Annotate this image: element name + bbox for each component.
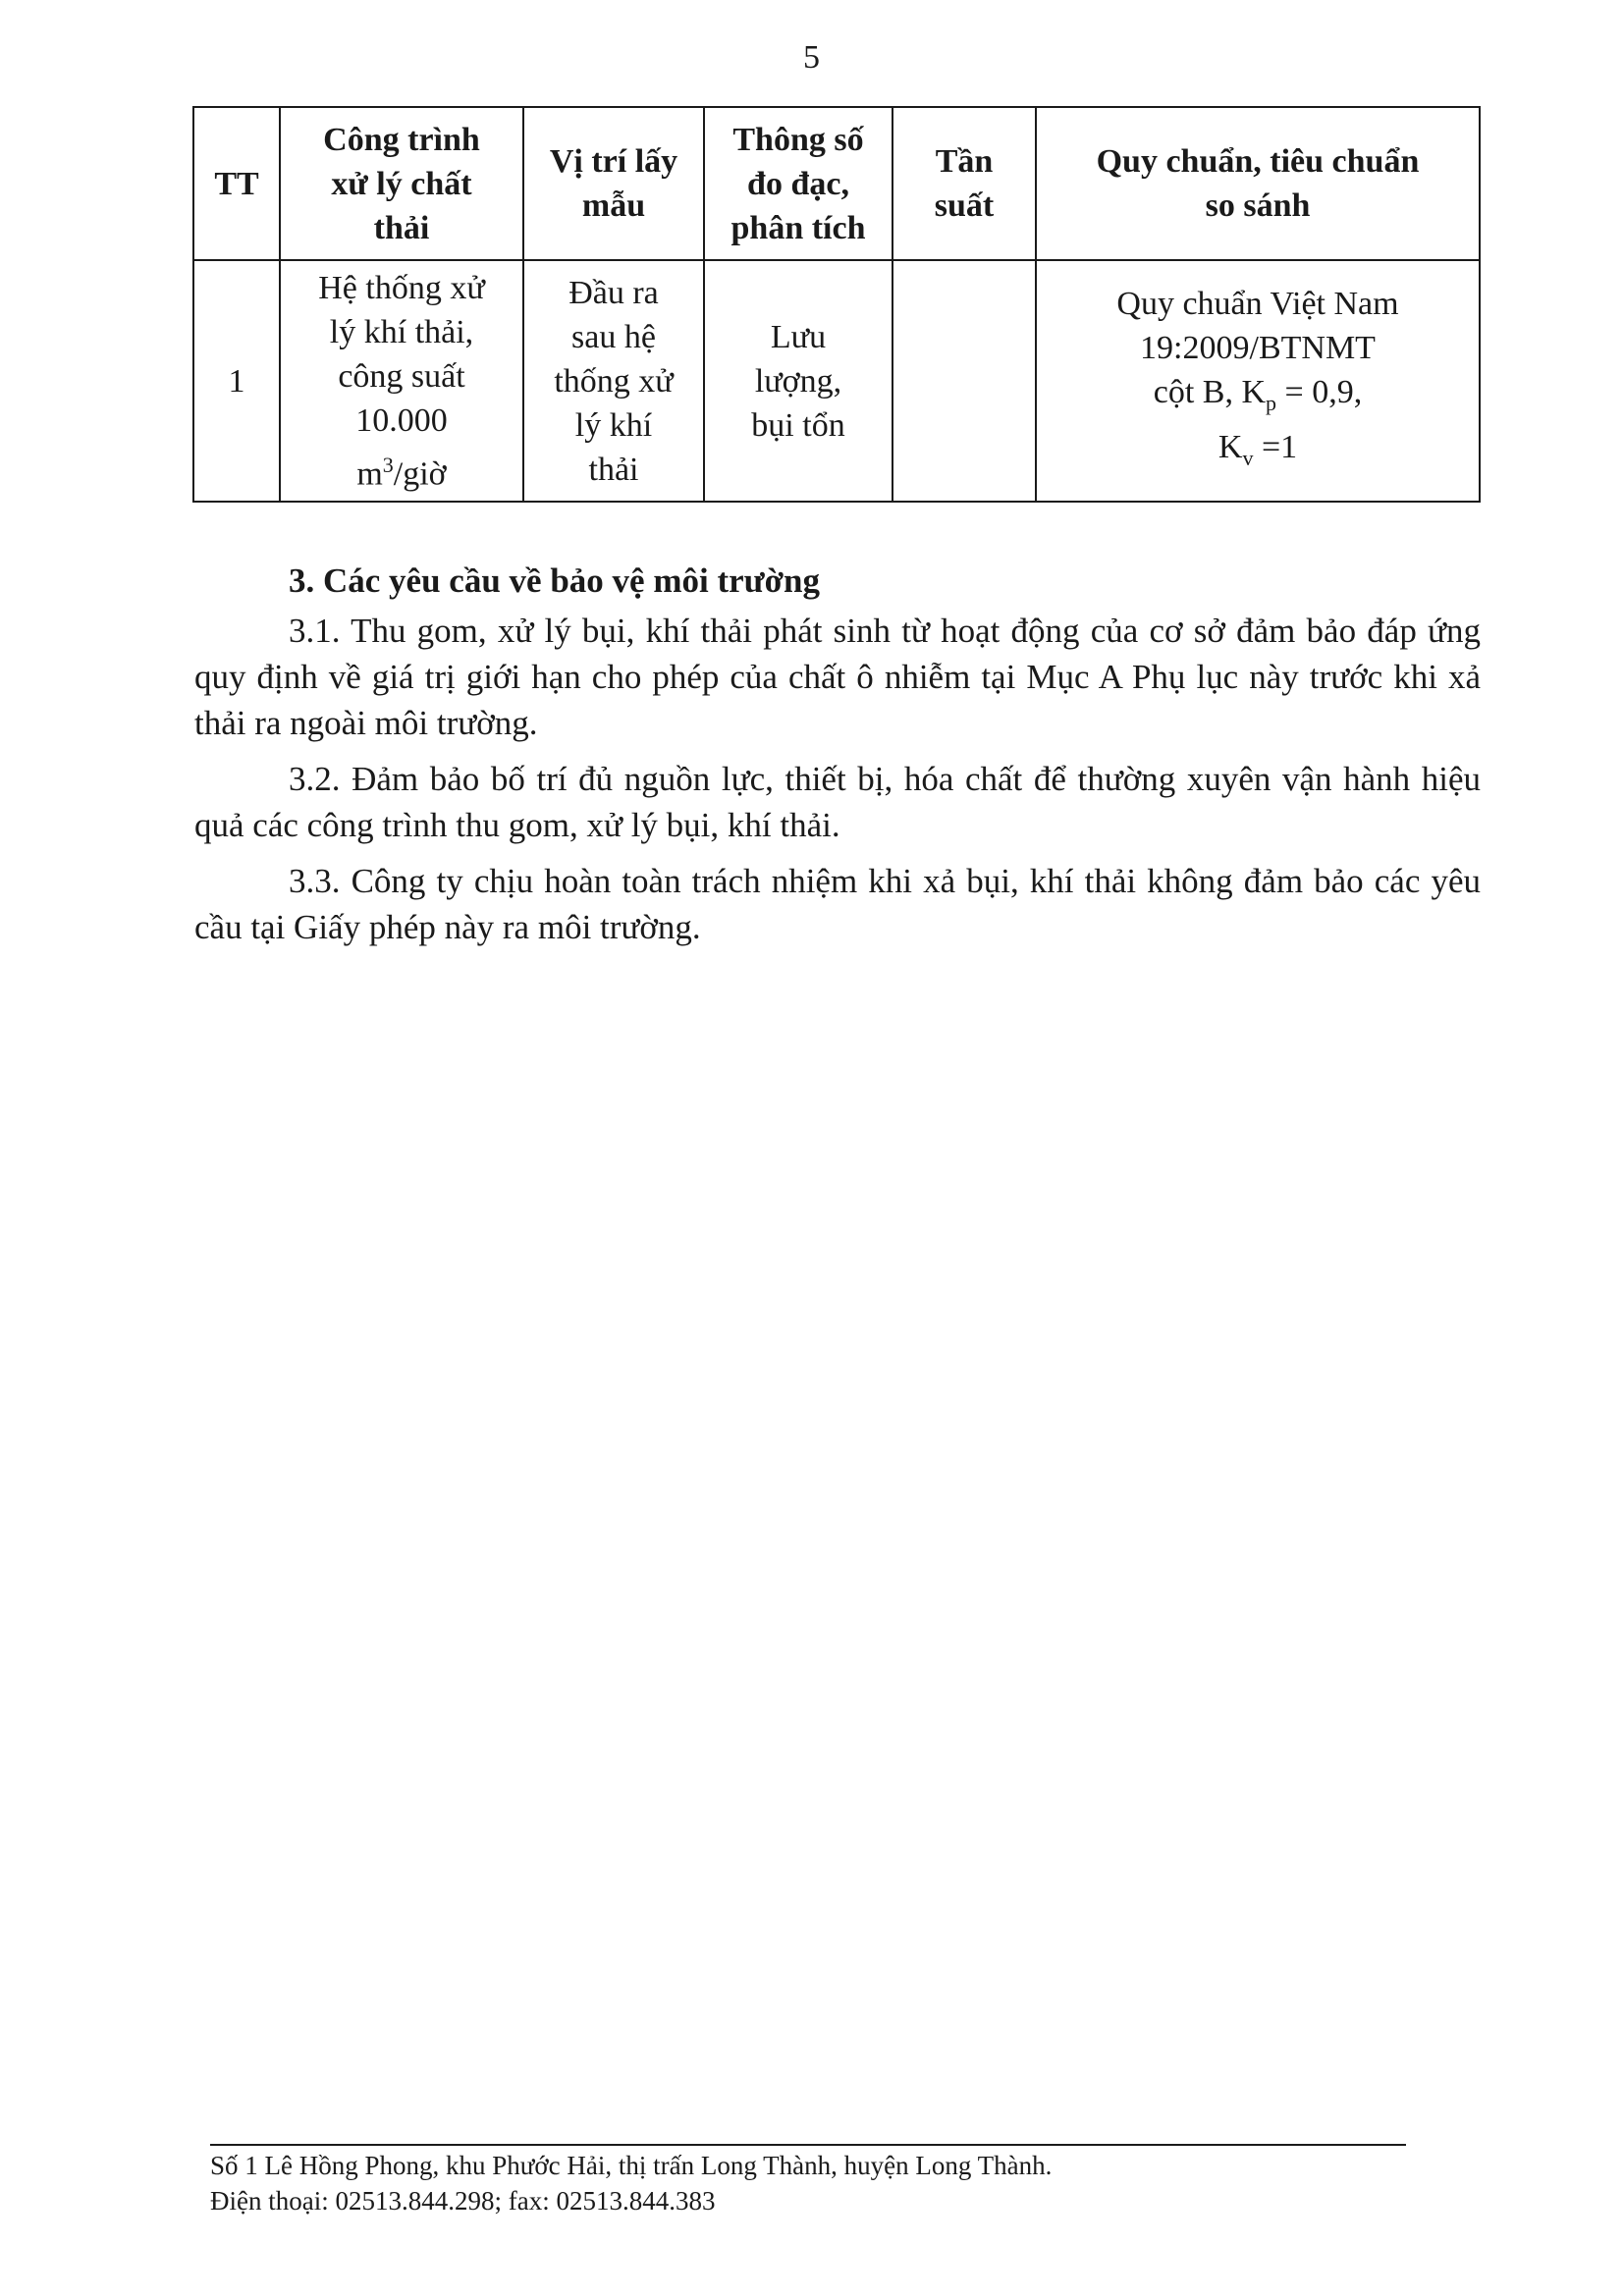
monitoring-table xyxy=(192,106,1481,503)
header-tt: TT xyxy=(193,107,280,260)
cell-treatment-works: Hệ thống xử lý khí thải, công suất 10.000 $m^3$/giờ xyxy=(280,260,523,502)
header-frequency: Tần suất xyxy=(893,107,1036,260)
cell-parameters: Lưu lượng, bụi tổn xyxy=(704,260,893,502)
header-treatment-works: Công trình xử lý chất thải xyxy=(280,107,523,260)
cell-standard: Quy chuẩn Việt Nam 19:2009/BTNMT cột B, $K_p = 0,9$, $K_v =1$ xyxy=(1036,260,1480,502)
standard-kv-line: $K_v =1$ xyxy=(1217,429,1298,470)
standard-kp-line: cột B, $K_p = 0,9$, xyxy=(1153,374,1363,415)
header-standard: Quy chuẩn, tiêu chuẩn so sánh xyxy=(1036,107,1480,260)
page-number: 5 xyxy=(803,39,820,76)
table-row xyxy=(193,260,1480,502)
cell-tt: 1 xyxy=(193,260,280,502)
footer-phone: Điện thoại: 02513.844.298; fax: 02513.844.383 xyxy=(210,2186,716,2216)
footer-address: Số 1 Lê Hồng Phong, khu Phước Hải, thị trấn Long Thành, huyện Long Thành. xyxy=(210,2151,1053,2180)
paragraph-3-3: 3.3. Công ty chịu hoàn toàn trách nhiệm khi xả bụi, khí thải không đảm bảo các yêu cầu tại Giấy phép này ra môi trường. xyxy=(194,862,1481,946)
environmental-requirements-section xyxy=(194,558,1481,960)
header-parameters: Thông số đo đạc, phân tích xyxy=(704,107,893,260)
paragraph-3-1: 3.1. Thu gom, xử lý bụi, khí thải phát sinh từ hoạt động của cơ sở đảm bảo đáp ứng quy định về giá trị giới hạn cho phép của chất ô nhiễm tại Mục A Phụ lục này trước khi xả thải ra ngoài môi trường. xyxy=(194,612,1481,742)
footer xyxy=(210,2148,1052,2218)
capacity-unit: $m^3$/giờ xyxy=(356,452,447,493)
cell-sampling-location: Đầu ra sau hệ thống xử lý khí thải xyxy=(523,260,704,502)
paragraph-3-2: 3.2. Đảm bảo bố trí đủ nguồn lực, thiết bị, hóa chất để thường xuyên vận hành hiệu quả các công trình thu gom, xử lý bụi, khí thải. xyxy=(194,760,1481,844)
footer-divider xyxy=(210,2144,1406,2146)
header-sampling-location: Vị trí lấy mẫu xyxy=(523,107,704,260)
cell-frequency xyxy=(893,260,1036,502)
section-heading: 3. Các yêu cầu về bảo vệ môi trường xyxy=(289,561,821,600)
table-header-row xyxy=(193,107,1480,260)
